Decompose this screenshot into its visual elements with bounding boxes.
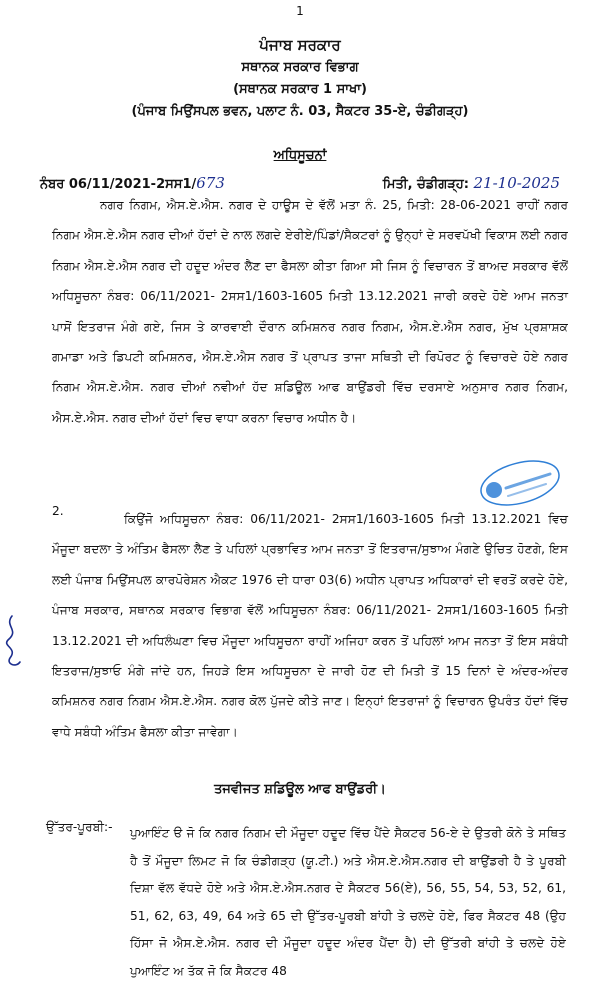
north-east-text: ਪੁਆਇੰਟ ੳ ਜੋ ਕਿ ਨਗਰ ਨਿਗਮ ਦੀ ਮੌਜੂਦਾ ਹਦੂਦ ਵਿੱਚ ਪੈਂਦੇ ਸੈਕਟਰ 56-ਏ ਦੇ ਉਤਰੀ ਕੋਨੇ ਤੇ ਸਥਿਤ ਹੈ ਤੋਂ ਮੌਜੂਦਾ ਲਿਮਟ ਜੋ ਕਿ ਚੰਡੀਗੜ੍ਹ (ਯੂ.ਟੀ.) ਅਤੇ ਐਸ.ਏ.ਐਸ.ਨਗਰ ਦੀ ਬਾਉਂਡਰੀ ਹੈ ਤੇ ਪੂਰਬੀ ਦਿਸ਼ਾ ਵੱਲ ਵੱਧਦੇ ਹੋਏ ਅਤੇ ਐਸ.ਏ.ਐਸ.ਨਗਰ ਦੇ ਸੈਕਟਰ 56(ਏ), 56, 55, 54, 53, 52, 61, 51, 62, 63, 49, 64 ਅਤੇ 65 ਦੀ ਉੱਤਰ-ਪੂਰਬੀ ਬਾਂਹੀ ਤੇ ਚਲਦੇ ਹੋਏ, ਫਿਰ ਸੈਕਟਰ 48 (ਉਹ ਹਿੱਸਾ ਜੋ ਐਸ.ਏ.ਐਸ. ਨਗਰ ਦੀ ਮੌਜੂਦਾ ਹਦੂਦ ਅੰਦਰ ਪੈਂਦਾ ਹੈ) ਦੀ ਉੱਤਰੀ ਬਾਂਹੀ ਤੇ ਚਲਦੇ ਹੋਏ ਪੁਆਇੰਟ ਅ ਤੱਕ ਜੋ ਕਿ ਸੈਕਟਰ 48 — [130, 826, 566, 978]
reference-number-label: ਨੰਬਰ 06/11/2021-2ਸਸ1/ — [40, 177, 197, 192]
reference-date-label: ਮਿਤੀ, ਚੰਡੀਗੜ੍ਹ: — [382, 177, 469, 192]
header-address: (ਪੰਜਾਬ ਮਿਉਂਸਪਲ ਭਵਨ, ਪਲਾਟ ਨੰ. 03, ਸੈਕਟਰ 35-ਏ, ਚੰਡੀਗੜ੍ਹ) — [131, 104, 469, 119]
paragraph-1: ਨਗਰ ਨਿਗਮ, ਐਸ.ਏ.ਐਸ. ਨਗਰ ਦੇ ਹਾਊਸ ਦੇ ਵੱਲੋਂ ਮਤਾ ਨੰ. 25, ਮਿਤੀ: 28-06-2021 ਰਾਹੀਂ ਨਗਰ ਨਿਗਮ ਐਸ.ਏ.ਐਸ ਨਗਰ ਦੀਆਂ ਹੱਦਾਂ ਦੇ ਨਾਲ ਲਗਦੇ ਏਰੀਏ/ਪਿੰਡਾਂ/ਸੈਕਟਰਾਂ ਨੂੰ ਉਨ੍ਹਾਂ ਦੇ ਸਰਵਪੱਖੀ ਵਿਕਾਸ ਲਈ ਨਗਰ ਨਿਗਮ ਐਸ.ਏ.ਐਸ ਨਗਰ ਦੀ ਹਦੂਦ ਅੰਦਰ ਲੈਣ ਦਾ ਫੈਸਲਾ ਕੀਤਾ ਗਿਆ ਸੀ ਜਿਸ ਨੂੰ ਵਿਚਾਰਨ ਤੋਂ ਬਾਅਦ ਸਰਕਾਰ ਵੱਲੋਂ ਅਧਿਸੂਚਨਾ ਨੰਬਰ: 06/11/2021- 2ਸਸ1/1603-1605 ਮਿਤੀ 13.12.2021 ਜਾਰੀ ਕਰਦੇ ਹੋਏ ਆਮ ਜਨਤਾ ਪਾਸੋਂ ਇਤਰਾਜ ਮੰਗੇ ਗਏ, ਜਿਸ ਤੇ ਕਾਰਵਾਈ ਦੌਰਾਨ ਕਮਿਸ਼ਨਰ ਨਗਰ ਨਿਗਮ, ਐਸ.ਏ.ਐਸ ਨਗਰ, ਮੁੱਖ ਪ੍ਰਸ਼ਾਸ਼ਕ ਗਮਾਡਾ ਅਤੇ ਡਿਪਟੀ ਕਮਿਸ਼ਨਰ, ਐਸ.ਏ.ਐਸ ਨਗਰ ਤੋਂ ਪ੍ਰਾਪਤ ਤਾਜਾ ਸਥਿਤੀ ਦੀ ਰਿਪੋਰਟ ਨੂੰ ਵਿਚਾਰਦੇ ਹੋਏ ਨਗਰ ਨਿਗਮ ਐਸ.ਏ.ਐਸ. ਨਗਰ ਦੀਆਂ ਨਵੀਆਂ ਹੱਦ ਸ਼ਡਿਊਲ ਆਫ ਬਾਉਂਡਰੀ ਵਿੱਚ ਦਰਸਾਏ ਅਨੁਸਾਰ ਨਗਰ ਨਿਗਮ, ਐਸ.ਏ.ਐਸ. ਨਗਰ ਦੀਆਂ ਹੱਦਾਂ ਵਿਚ ਵਾਧਾ ਕਰਨਾ ਵਿਚਾਰ ਅਧੀਨ ਹੈ। — [52, 198, 568, 425]
schedule-title: ਤਜਵੀਜਤ ਸ਼ਡਿਊਲ ਆਫ ਬਾਉਂਡਰੀ। — [214, 782, 386, 797]
paragraph-2-number: 2. — [52, 504, 64, 518]
north-east-label: ਉੱਤਰ-ਪੂਰਬੀ:- — [46, 820, 113, 834]
page-number: 1 — [296, 4, 304, 18]
paragraph-2: ਕਿਉਂਜੋ ਅਧਿਸੂਚਨਾ ਨੰਬਰ: 06/11/2021- 2ਸਸ1/1603-1605 ਮਿਤੀ 13.12.2021 ਵਿਚ ਮੌਜੂਦਾ ਬਦਲਾ ਤੇ ਅੰਤਿਮ ਫੈਸਲਾ ਲੈਣ ਤੇ ਪਹਿਲਾਂ ਪ੍ਰਭਾਵਿਤ ਆਮ ਜਨਤਾ ਤੋਂ ਇਤਰਾਜ/ਸੁਝਾਅ ਮੰਗਣੇ ਉਚਿਤ ਹੋਣਗੇ, ਇਸ ਲਈ ਪੰਜਾਬ ਮਿਉਂਸਪਲ ਕਾਰਪੋਰੇਸ਼ਨ ਐਕਟ 1976 ਦੀ ਧਾਰਾ 03(6) ਅਧੀਨ ਪ੍ਰਾਪਤ ਅਧਿਕਾਰਾਂ ਦੀ ਵਰਤੋਂ ਕਰਦੇ ਹੋਏ, ਪੰਜਾਬ ਸਰਕਾਰ, ਸਥਾਨਕ ਸਰਕਾਰ ਵਿਭਾਗ ਵੱਲੋਂ ਅਧਿਸੂਚਨਾ ਨੰਬਰ: 06/11/2021- 2ਸਸ1/1603-1605 ਮਿਤੀ 13.12.2021 ਦੀ ਅਧਿਲੰਘਣਾ ਵਿਚ ਮੌਜੂਦਾ ਅਧਿਸੂਚਨਾ ਰਾਹੀਂ ਅਜਿਹਾ ਕਰਨ ਤੋਂ ਪਹਿਲਾਂ ਆਮ ਜਨਤਾ ਤੋਂ ਇਸ ਸਬੰਧੀ ਇਤਰਾਜ/ਸੁਝਾਓ ਮੰਗੇ ਜਾਂਦੇ ਹਨ, ਜਿਹੜੇ ਇਸ ਅਧਿਸੂਚਨਾ ਦੇ ਜਾਰੀ ਹੋਣ ਦੀ ਮਿਤੀ ਤੋਂ 15 ਦਿਨਾਂ ਦੇ ਅੰਦਰ-ਅੰਦਰ ਕਮਿਸ਼ਨਰ ਨਗਰ ਨਿਗਮ ਐਸ.ਏ.ਐਸ. ਨਗਰ ਕੋਲ ਪੁੱਜਦੇ ਕੀਤੇ ਜਾਣ। ਇਨ੍ਹਾਂ ਇਤਰਾਜਾਂ ਨੂੰ ਵਿਚਾਰਨ ਉਪਰੰਤ ਹੱਦਾਂ ਵਿੱਚ ਵਾਧੇ ਸਬੰਧੀ ਅੰਤਿਮ ਫੈਸਲਾ ਕੀਤਾ ਜਾਵੇਗਾ। — [52, 512, 568, 739]
notification-title: ਅਧਿਸੂਚਨਾਂ — [273, 148, 327, 163]
reference-number-handwritten: 673 — [196, 174, 225, 192]
header-government: ਪੰਜਾਬ ਸਰਕਾਰ — [259, 36, 341, 54]
header-branch: (ਸਥਾਨਕ ਸਰਕਾਰ 1 ਸਾਖਾ) — [233, 82, 367, 97]
header-department: ਸਥਾਨਕ ਸਰਕਾਰ ਵਿਭਾਗ — [241, 60, 359, 75]
margin-signature-icon — [0, 612, 28, 672]
reference-date-handwritten: 21-10-2025 — [473, 174, 560, 192]
watermark-stamp-icon — [476, 458, 562, 508]
